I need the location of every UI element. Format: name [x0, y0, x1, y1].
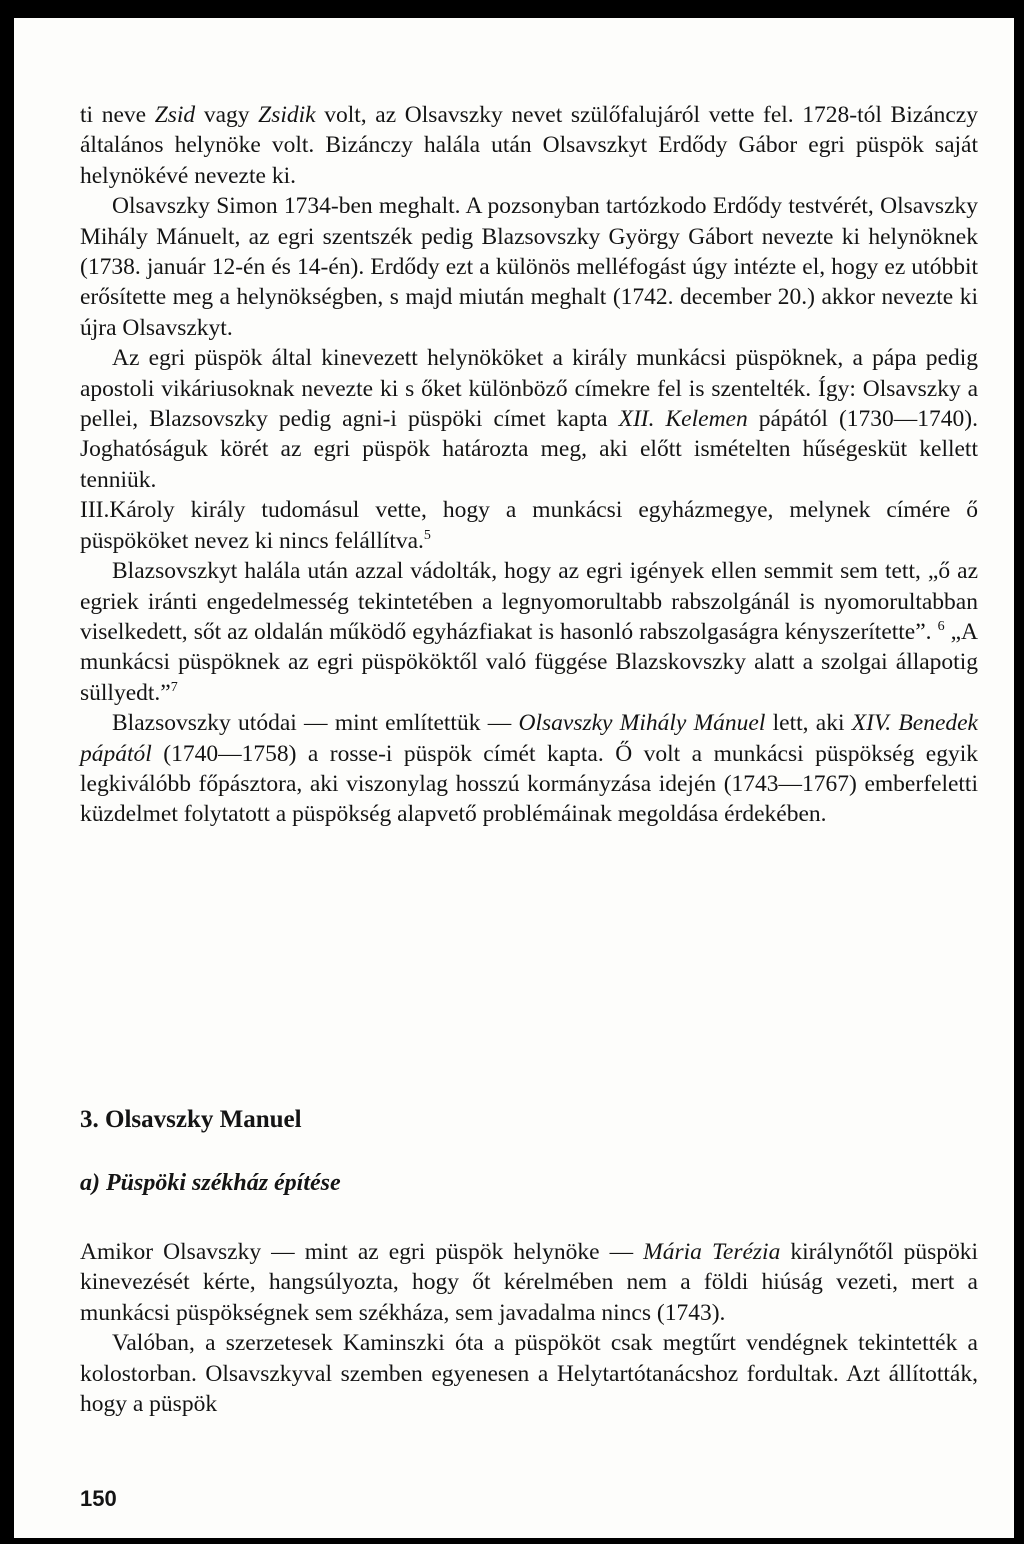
text-run: Amikor Olsavszky — mint az egri püspök helynöke — [80, 1239, 644, 1265]
italic-run: Zsid [154, 102, 196, 128]
text-run: Blazsovszkyt halála után azzal vádolták, hogy az egri igények ellen semmit sem tett, „ő az egriek iránti engedelmesség tekintetében a legnyomorultabb rabszolgánál is nyomorultabban viselkedett, sőt az oldalán működő egyházfiakat is hasonló rabszolgaságra kényszerítette”. [80, 558, 978, 645]
text-run: lett, aki [765, 710, 852, 737]
section-heading: 3. Olsavszky Manuel [80, 1106, 302, 1133]
body-text-top [80, 100, 978, 830]
text-run: ti neve [80, 102, 155, 128]
text-run: vagy [195, 102, 259, 128]
paragraph [80, 1328, 978, 1419]
text-run: Az egri püspök által kinevezett helynököket a király munkácsi püspöknek, a pápa pedig apostoli vikáriusoknak nevezte ki s őket különböző címekre fel is szentelték. Így: Olsavszky a pellei, Blazsovszky pedig agni-i püspöki címet kapta [80, 345, 978, 433]
text-run: Olsavszky Simon 1734-ben meghalt. A pozsonyban tartózkodo Erdődy testvérét, Olsavszky Mihály Mánuelt, az egri szentszék pedig Blazsovszky György Gábort nevezte ki helynöknek (1738. január 12-én és 14-én). Erdődy ezt a különös melléfogást úgy intézte el, hogy ez utóbbit erősítette meg a helynökségben, s majd miután meghalt (1742. december 20.) akkor nevezte ki újra Olsavszkyt. [80, 193, 978, 341]
italic-run: Zsidik [258, 102, 316, 128]
page-number: 150 [80, 1486, 117, 1511]
text-run: pápától (1730—1740). Joghatóságuk körét az egri püspök határozta meg, aki előtt ismételten hűségesküt kellett tenniük. [80, 406, 978, 493]
paragraph [80, 100, 978, 191]
paragraph [80, 556, 978, 708]
paragraph [80, 708, 978, 830]
paragraph [80, 1237, 978, 1328]
paragraph [80, 191, 978, 343]
footnote-marker: 6 [937, 619, 945, 635]
text-run: „A munkácsi püspöknek az egri püspököktől való függése Blazskovszky alatt a szolgai állapotig süllyedt.” [80, 618, 978, 706]
italic-run: XII. Kelemen [618, 406, 748, 433]
italic-run: Mária Terézia [643, 1239, 781, 1265]
italic-run: XIV. Benedek pápától [80, 710, 978, 767]
text-run: Valóban, a szerzetesek Kaminszki óta a püspököt csak megtűrt vendégnek tekintették a kolostorban. Olsavszkyval szemben egyenesen a Helytartótanácshoz fordultak. Azt állították, hogy a püspök [80, 1330, 978, 1418]
text-run: III.Károly király tudomásul vette, hogy a munkácsi egyházmegye, melynek címére ő püspököket nevez ki nincs felállítva. [80, 497, 978, 554]
text-run: (1740—1758) a rosse-i püspök címét kapta. Ő volt a munkácsi püspökség egyik legkiválóbb főpásztora, aki viszonylag hosszú kormányzása idején (1743—1767) emberfeletti küzdelmet folytatott a püspökség alapvető problémáinak megoldása érdekében. [80, 740, 978, 828]
text-run: volt, az Olsavszky nevet szülőfalujáról vette fel. 1728-tól Bizánczy általános helynöke volt. Bizánczy halála után Olsavszkyt Erdődy Gábor egri püspök saját helynökévé nevezte ki. [80, 102, 978, 189]
body-text-bottom [80, 1237, 978, 1419]
paragraph [80, 343, 978, 495]
text-run: királynőtől püspöki kinevezését kérte, hangsúlyozta, hogy őt kérelmében nem a földi hiúság vezeti, mert a munkácsi püspökségnek sem székháza, sem javadalma nincs (1743). [80, 1239, 979, 1326]
text-run: Blazsovszky utódai — mint említettük — [112, 710, 519, 737]
subsection-heading: a) Püspöki székház építése [80, 1170, 341, 1196]
italic-run: Olsavszky Mihály Mánuel [518, 710, 766, 737]
footnote-marker: 7 [170, 679, 178, 695]
footnote-marker: 5 [423, 527, 431, 543]
paragraph [80, 495, 978, 556]
